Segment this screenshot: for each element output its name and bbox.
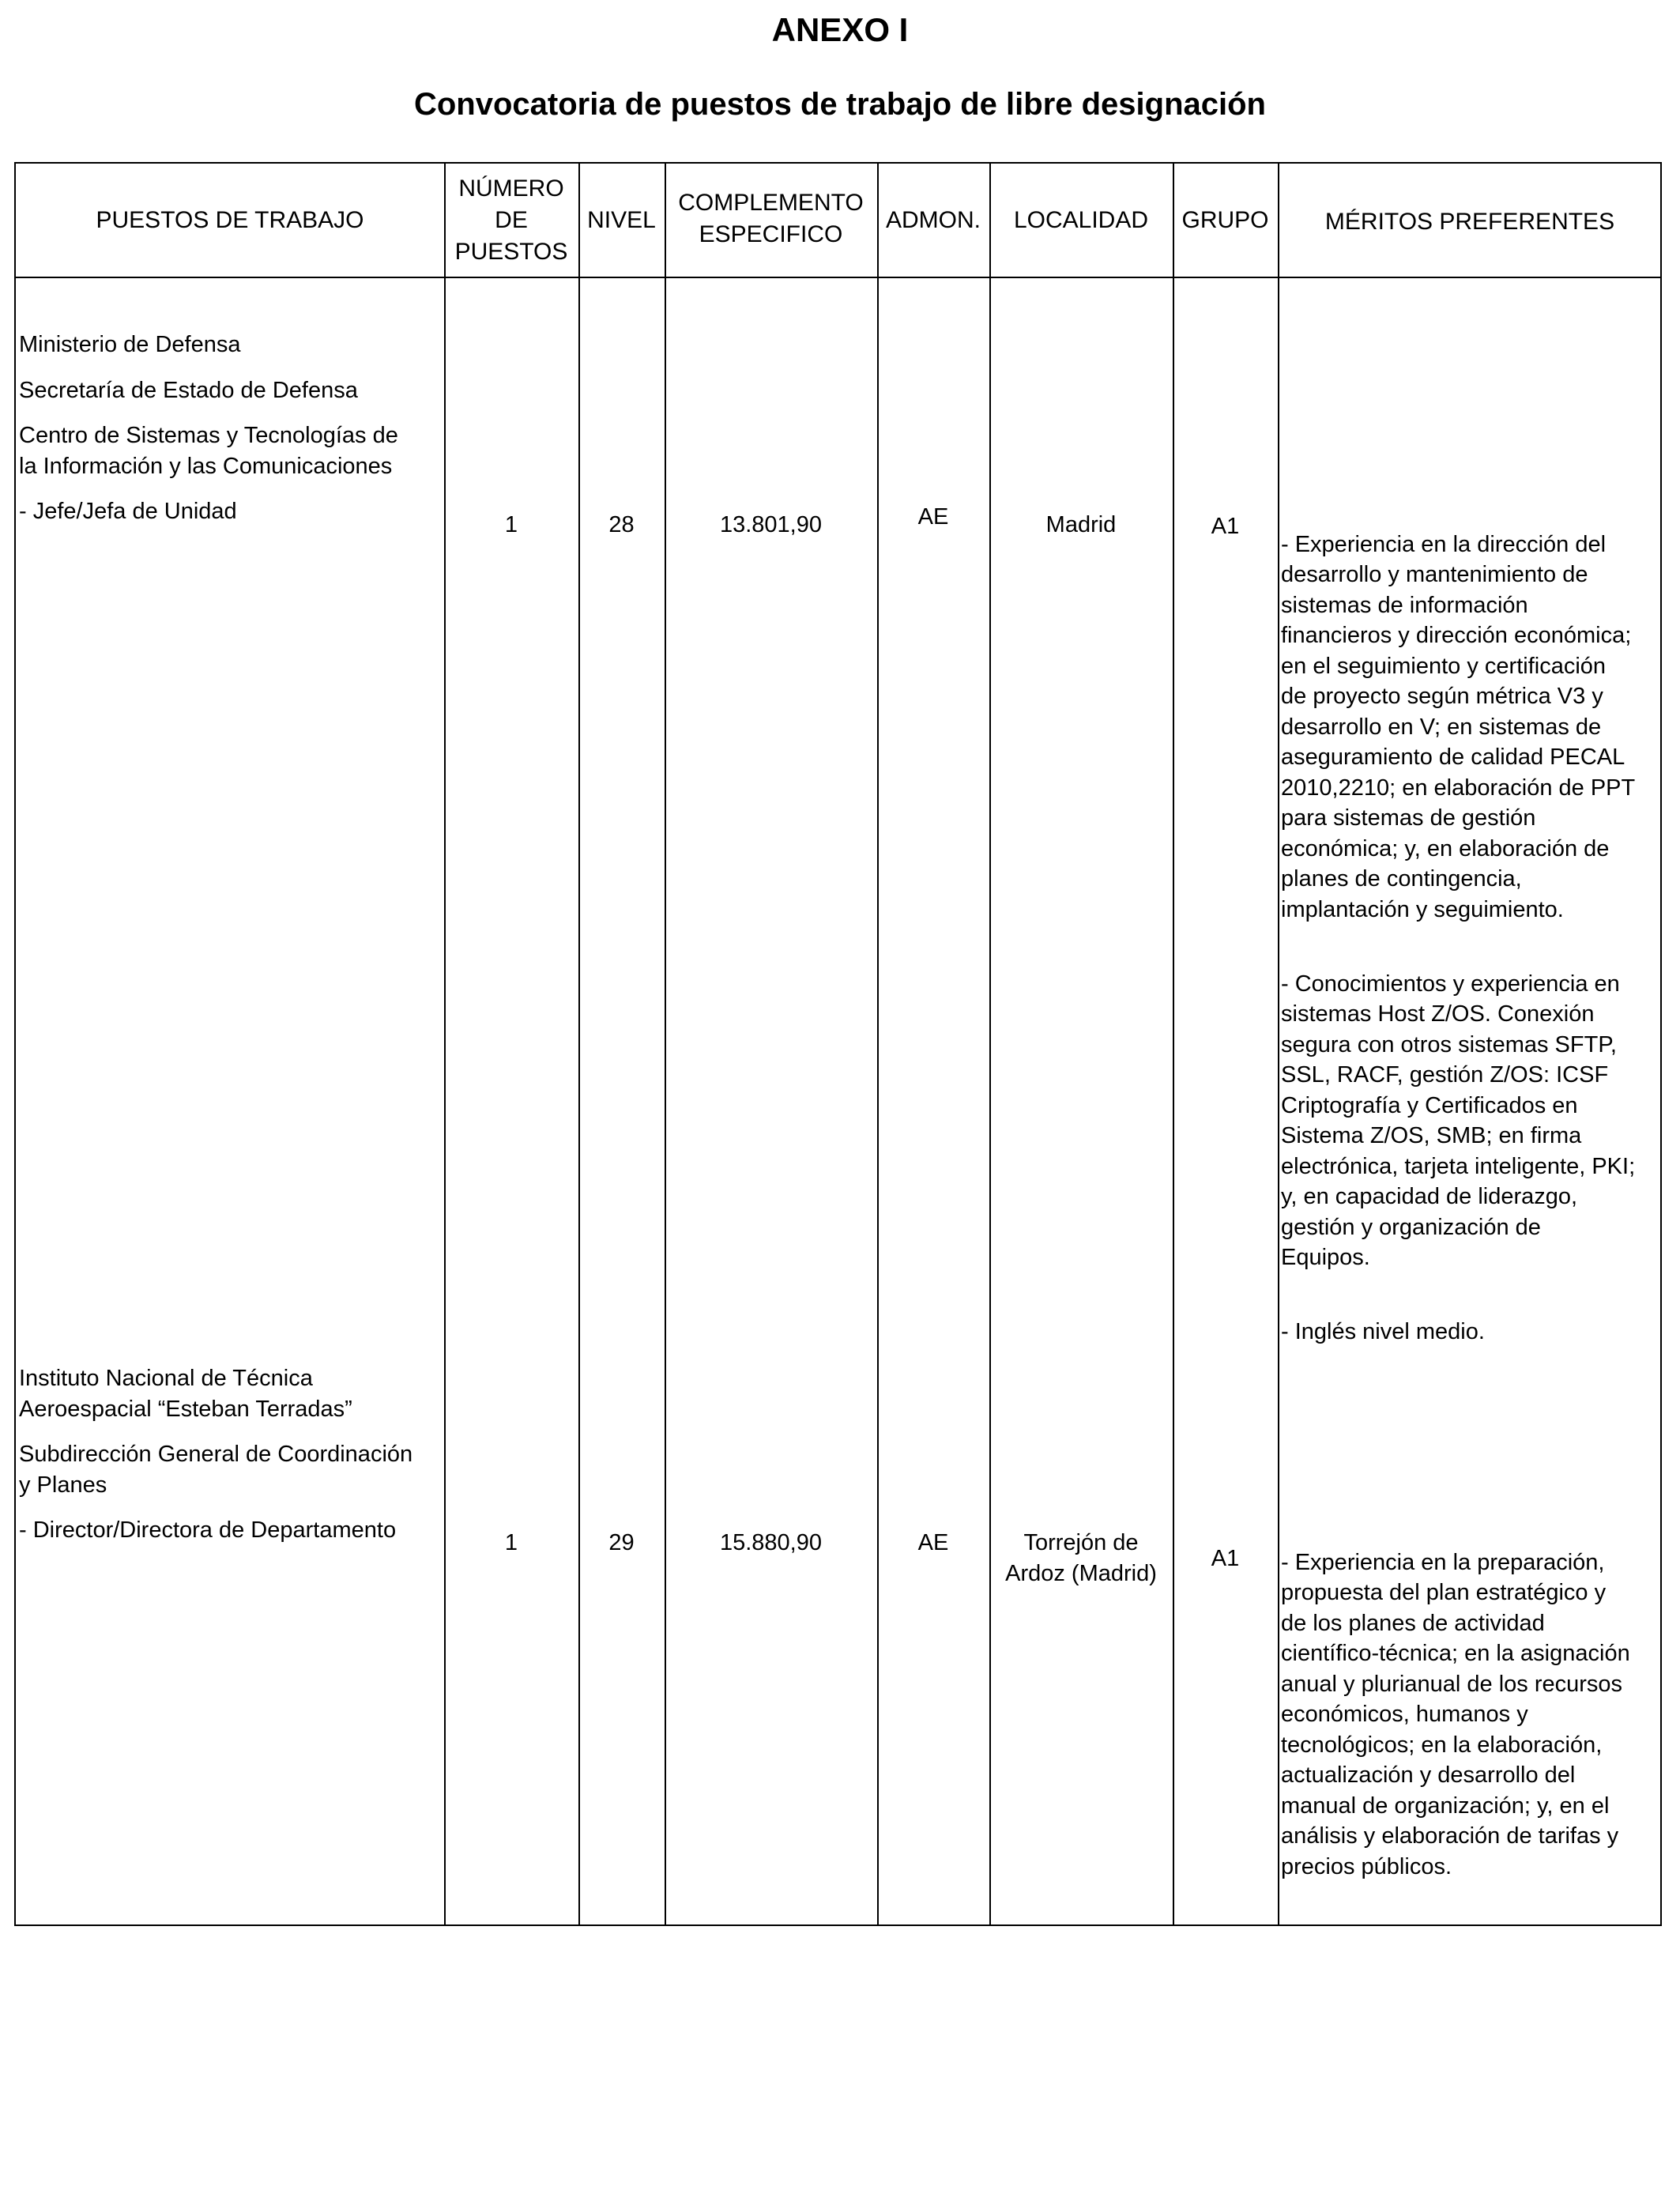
annex-title: ANEXO I	[771, 11, 909, 48]
header-divider	[16, 277, 1660, 278]
header-numero-line3: PUESTOS	[454, 238, 568, 265]
row2-org-instituto-line2: Aeroespacial “Esteban Terradas”	[19, 1396, 352, 1422]
header-numero-line1: NÚMERO	[458, 175, 564, 202]
row1-localidad: Madrid	[1045, 512, 1117, 537]
header-complemento	[665, 164, 877, 277]
row1-position: - Jefe/Jefa de Unidad	[19, 499, 237, 524]
row2-org-subdireccion-line1: Subdirección General de Coordinación	[19, 1442, 413, 1467]
header-admon	[877, 164, 989, 277]
column-divider	[877, 164, 879, 1924]
row1-complemento: 13.801,90	[719, 512, 822, 537]
header-complemento-line1: COMPLEMENTO	[678, 189, 864, 216]
row1-admon: AE	[917, 504, 949, 530]
header-localidad-label: LOCALIDAD	[1013, 206, 1149, 233]
row2-meritos	[1281, 1517, 1662, 1913]
row1-org-ministerio: Ministerio de Defensa	[19, 332, 241, 357]
positions-table	[14, 162, 1662, 1926]
header-grupo	[1173, 164, 1278, 277]
header-grupo-label: GRUPO	[1181, 206, 1269, 233]
row2-localidad-line1: Torrejón de	[1023, 1530, 1139, 1555]
header-complemento-line2: ESPECIFICO	[699, 221, 843, 247]
column-divider	[444, 164, 446, 1924]
header-meritos-label: MÉRITOS PREFERENTES	[1324, 209, 1615, 235]
row2-merito-1: - Experiencia en la preparación, propuesta del plan estratégico y de los planes de actividad científico-técnica; en la asignación anual y plurianual de los recursos económicos, humanos y tecnológicos; en la elaboración, actualización y desarrollo del manual de organización; y, en el análisis y elaboración de tarifas y precios públicos.	[1281, 1549, 1630, 1879]
column-divider	[1173, 164, 1174, 1924]
row2-localidad-line2: Ardoz (Madrid)	[1005, 1560, 1157, 1586]
row1-org-secretaria: Secretaría de Estado de Defensa	[19, 377, 358, 403]
column-divider	[989, 164, 991, 1924]
header-nivel	[578, 164, 665, 277]
row1-grupo: A1	[1211, 514, 1240, 539]
row1-merito-2: - Conocimientos y experiencia en sistemas Host Z/OS. Conexión segura con otros sistemas SFTP, SSL, RACF, gestión Z/OS: ICSF Criptografía y Certificados en Sistema Z/OS, SMB; en firma electrónica, tarjeta inteligente, PKI; y, en capacidad de liderazgo, gestión y organización de Equipos.	[1281, 971, 1636, 1270]
row2-nivel: 29	[608, 1530, 635, 1555]
row1-numero: 1	[504, 512, 518, 537]
row1-organization	[19, 330, 443, 527]
row2-org-subdireccion-line2: y Planes	[19, 1472, 107, 1498]
row1-meritos	[1281, 499, 1662, 1378]
row2-organization	[19, 1363, 443, 1546]
row2-position: - Director/Directora de Departamento	[19, 1517, 397, 1543]
page-title: Convocatoria de puestos de trabajo de libre designación	[413, 87, 1266, 122]
header-localidad	[989, 164, 1173, 277]
row1-org-centro-line1: Centro de Sistemas y Tecnologías de	[19, 423, 398, 448]
row2-admon: AE	[917, 1530, 949, 1555]
column-divider	[665, 164, 666, 1924]
column-divider	[1278, 164, 1279, 1924]
header-admon-label: ADMON.	[886, 206, 981, 233]
header-numero-line2: DE	[495, 206, 528, 233]
row2-org-instituto-line1: Instituto Nacional de Técnica	[19, 1366, 313, 1391]
row2-localidad	[989, 1528, 1173, 1589]
header-puestos-label: PUESTOS DE TRABAJO	[96, 207, 364, 233]
header-puestos	[16, 164, 444, 277]
row1-org-centro-line2: la Información y las Comunicaciones	[19, 453, 393, 479]
header-nivel-label: NIVEL	[587, 206, 656, 233]
column-divider	[578, 164, 580, 1924]
row2-numero: 1	[504, 1530, 518, 1555]
row1-merito-3: - Inglés nivel medio.	[1281, 1319, 1485, 1344]
row2-grupo: A1	[1211, 1546, 1240, 1571]
row1-merito-1: - Experiencia en la dirección del desarrollo y mantenimiento de sistemas de información financieros y dirección económica; en el seguimiento y certificación de proyecto según métrica V3 y desarrollo en V; en sistemas de aseguramiento de calidad PECAL 2010,2210; en elaboración de PPT para sistemas de gestión económica; y, en elaboración de planes de contingencia, implantación y seguimiento.	[1281, 531, 1636, 922]
header-meritos	[1278, 164, 1662, 277]
header-numero	[444, 164, 578, 277]
row1-nivel: 28	[608, 512, 635, 537]
row2-complemento: 15.880,90	[719, 1530, 822, 1555]
